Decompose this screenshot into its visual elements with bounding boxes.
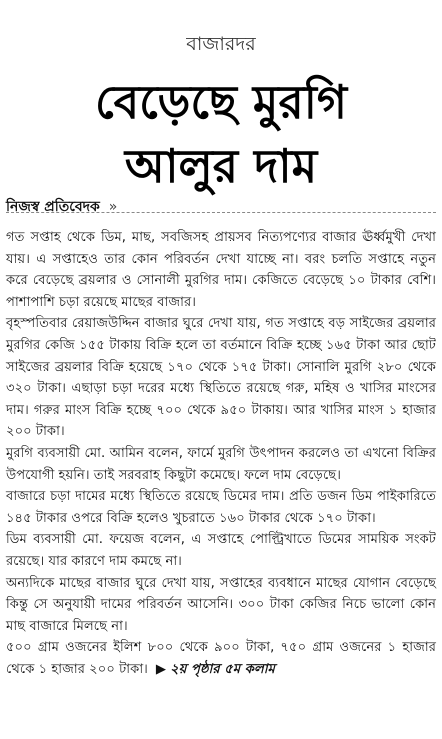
section-kicker: বাজারদর bbox=[186, 33, 256, 55]
paragraph-7-text: ৫০০ গ্রাম ওজনের ইলিশ ৮০০ থেকে ৯০০ টাকা, ৭৫০ গ্রাম ওজনের ১ হাজার থেকে ১ হাজার ২০০ টাকা। bbox=[6, 640, 436, 677]
article-body bbox=[6, 227, 436, 680]
paragraph-6: অন্যদিকে মাছের বাজার ঘুরে দেখা যায়, সপ্তাহের ব্যবধানে মাছের যোগান বেড়েছে কিন্তু সে অনুযায়ী দামের পরিবর্তন আসেনি। ৩০০ টাকা কেজির নিচে ভালো কোন মাছ বাজারে মিলছে না। bbox=[6, 575, 436, 634]
byline-chevron-icon: » bbox=[108, 199, 118, 215]
paragraph-5: ডিম ব্যবসায়ী মো. ফয়েজ বলেন, এ সপ্তাহে পোল্ট্রিখাতে ডিমের সাময়িক সংকট রয়েছে। যার কারণে দাম কমছে না। bbox=[6, 532, 436, 569]
byline bbox=[6, 195, 117, 219]
dashed-divider bbox=[6, 212, 436, 213]
paragraph-7 bbox=[6, 637, 436, 680]
headline-line-1: বেড়েছে মুরগি bbox=[94, 75, 348, 129]
continued-jump[interactable] bbox=[148, 662, 275, 677]
paragraph-4: বাজারে চড়া দামের মধ্যে স্থিতিতে রয়েছে ডিমের দাম। প্রতি ডজন ডিম পাইকারিতে ১৪৫ টাকার ওপরে বিক্রি হলেও খুচরাতে ১৬০ টাকার থেকে ১৭০ টাকা। bbox=[6, 489, 436, 526]
headline-line-2: আলুর দাম bbox=[124, 139, 318, 193]
paragraph-2: বৃহস্পতিবার রেয়াজউদ্দিন বাজার ঘুরে দেখা যায়, গত সপ্তাহে বড় সাইজের ব্রয়লার মুরগির কেজি ১৫৫ টাকায় বিক্রি হলে তা বর্তমানে বিক্রি হচ্ছে ১৬৫ টাকা আর ছোট সাইজের ব্রয়লার বিক্রি হয়েছে ১৭০ থেকে ১৭৫ টাকা। সোনালি মুরগি ২৮০ থেকে ৩২০ টাকা। এছাড়া চড়া দরের মধ্যে স্থিতিতে রয়েছে গরু, মহিষ ও খাসির মাংসের দাম। গরুর মাংস বিক্রি হচ্ছে ৭০০ থেকে ৯৫০ টাকায়। আর খাসির মাংস ১ হাজার ২০০ টাকা। bbox=[6, 316, 436, 440]
paragraph-3: মুরগি ব্যবসায়ী মো. আমিন বলেন, ফার্মে মুরগি উৎপাদন করলেও তা এখনো বিক্রির উপযোগী হয়নি। তাই সরবরাহ কিছুটা কমেছে। ফলে দাম বেড়েছে। bbox=[6, 445, 436, 483]
headline bbox=[0, 70, 442, 198]
byline-text: নিজস্ব প্রতিবেদক bbox=[6, 199, 100, 215]
play-triangle-icon: ▶ bbox=[155, 661, 167, 677]
paragraph-1: গত সপ্তাহ থেকে ডিম, মাছ, সবজিসহ প্রায়সব নিত্যপণ্যের বাজার ঊর্ধ্বমুখী দেখা যায়। এ সপ্তাহেও তার কোন পরিবর্তন দেখা যাচ্ছে না। বরং চলতি সপ্তাহে নতুন করে বেড়েছে ব্রয়লার ও সোনালী মুরগির দাম। কেজিতে বেড়েছে ১০ টাকার বেশি। পাশাপাশি চড়া রয়েছে মাছের বাজার। bbox=[6, 230, 436, 310]
continued-label: ২য় পৃষ্ঠার ৫ম কলাম bbox=[170, 661, 275, 677]
